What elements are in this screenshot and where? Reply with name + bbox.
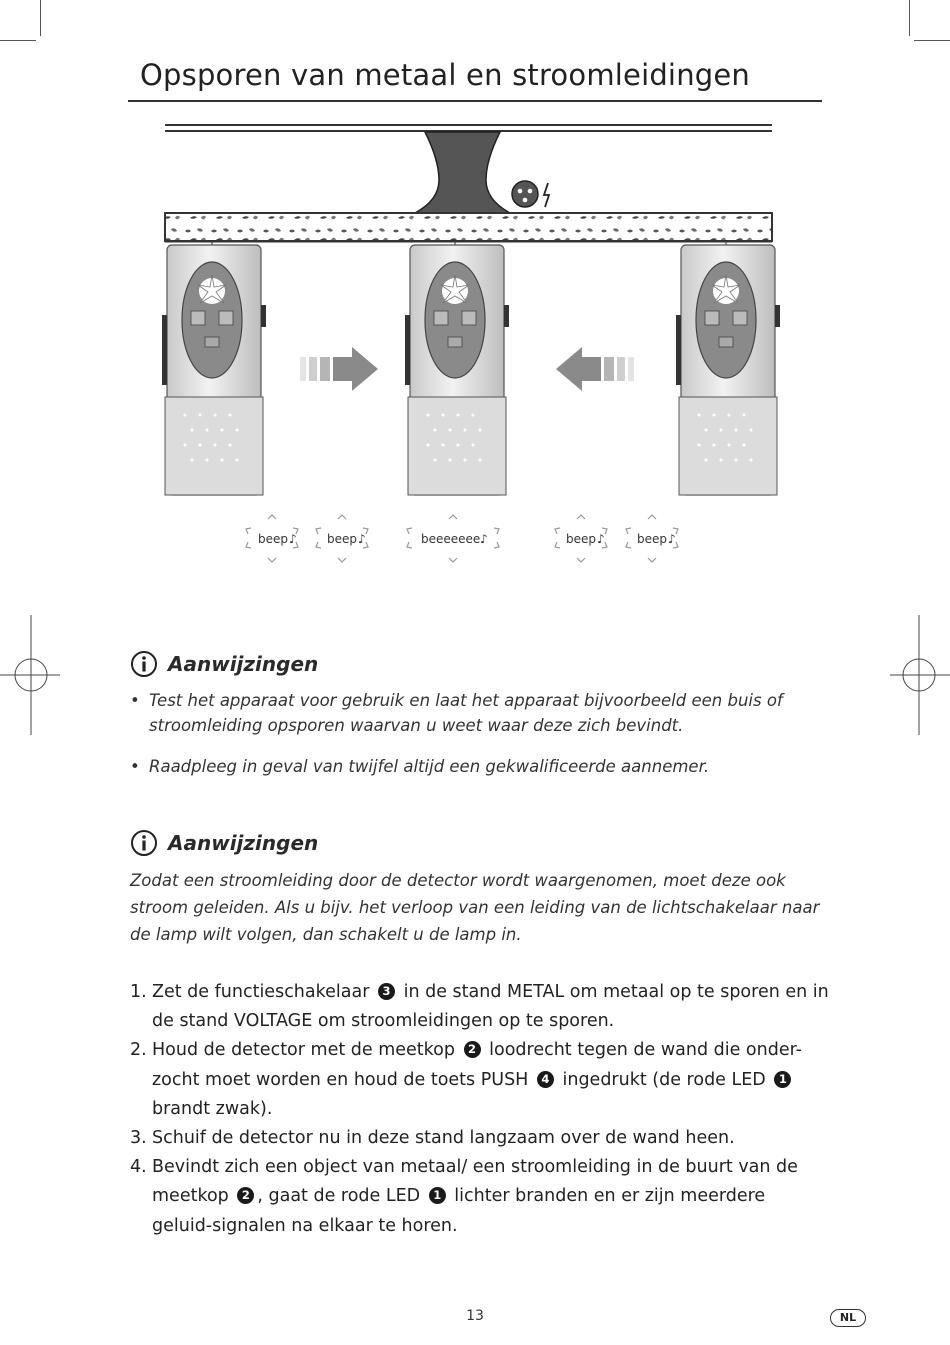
info-icon — [130, 829, 158, 857]
note-header — [130, 829, 820, 857]
beep-burst — [316, 515, 368, 562]
beep-text: beep — [258, 532, 288, 546]
svg-text:♪: ♪ — [668, 532, 676, 546]
beep-burst — [626, 515, 678, 562]
step-item — [130, 1124, 830, 1153]
step-text: Schuif de detector nu in deze stand langzaam over de wand heen. — [152, 1128, 735, 1149]
page-title: Opsporen van metaal en stroomleidingen — [140, 58, 751, 92]
beep-text: beep — [637, 532, 667, 546]
instruction-steps — [130, 978, 830, 1241]
svg-text:♪: ♪ — [480, 532, 488, 546]
registration-mark-right — [890, 615, 950, 735]
crop-mark-top-right — [914, 40, 950, 41]
step-item — [130, 978, 830, 1036]
step-number: 2. — [130, 1040, 147, 1061]
note-bullet: • Test het apparaat voor gebruik en laat het apparaat bijvoorbeeld een buis of stroomleiding opsporen waarvan u weet waar deze zich bevindt. — [130, 688, 810, 738]
power-socket-icon — [512, 181, 538, 207]
svg-text:♪: ♪ — [358, 532, 366, 546]
svg-text:♪: ♪ — [289, 532, 297, 546]
note-header — [130, 650, 810, 678]
beep-text: beep — [327, 532, 357, 546]
step-number: 1. — [130, 982, 147, 1002]
crop-mark-top-right — [909, 0, 910, 36]
info-icon — [130, 650, 158, 678]
step-item — [130, 1036, 830, 1124]
ref-number-badge: 1 — [774, 1071, 791, 1088]
ref-number-badge: 3 — [378, 983, 395, 1000]
detector-center — [405, 242, 509, 495]
svg-text:♪: ♪ — [597, 532, 605, 546]
wall-section — [165, 213, 772, 241]
beep-burst — [246, 515, 298, 562]
note-bullet: • Raadpleeg in geval van twijfel altijd een gekwalificeerde aannemer. — [130, 754, 810, 779]
note-title: Aanwijzingen — [168, 831, 319, 855]
beep-text: beeeeeee — [421, 532, 481, 546]
beep-text: beep — [566, 532, 596, 546]
step-number: 4. — [130, 1157, 147, 1178]
arrow-right-icon — [300, 347, 378, 391]
step-text: in de stand METAL om metaal op te sporen en in de stand VOLTAGE om stroomleidingen op te sporen. — [152, 982, 829, 1032]
registration-mark-left — [0, 615, 60, 735]
step-number: 3. — [130, 1128, 147, 1149]
ref-number-badge: 2 — [464, 1041, 481, 1058]
ref-number-badge: 1 — [429, 1187, 446, 1204]
arrow-left-icon — [556, 347, 634, 391]
note-title: Aanwijzingen — [168, 652, 319, 676]
ref-number-badge: 4 — [537, 1071, 554, 1088]
note-body: Zodat een stroomleiding door de detector wordt waargenomen, moet deze ook stroom geleiden. Als u bijv. het verloop van een leiding van de lichtschakelaar naar de lamp wilt volgen, dan schakelt u de lamp in. — [130, 871, 820, 944]
detector-illustration — [0, 115, 950, 585]
title-underline — [128, 100, 822, 102]
page-number: 13 — [466, 1308, 484, 1324]
step-text: loodrecht tegen de wand die onder-zocht moet worden en houd de toets PUSH — [152, 1040, 802, 1090]
detector-left — [162, 242, 266, 495]
step-item — [130, 1153, 830, 1241]
language-badge: NL — [830, 1309, 866, 1327]
ref-number-badge: 2 — [237, 1187, 254, 1204]
step-text: ingedrukt (de rode LED — [562, 1069, 766, 1090]
step-text: brandt zwak). — [152, 1098, 273, 1119]
beep-burst — [407, 515, 499, 562]
crop-mark-top-left — [0, 40, 36, 41]
metal-beam — [415, 132, 510, 213]
note-bullet-list — [130, 688, 810, 779]
step-text: Zet de functieschakelaar — [152, 982, 370, 1002]
step-text: lichter branden en er zijn meerdere geluid-signalen na elkaar te horen. — [152, 1186, 766, 1236]
voltage-bolt-icon — [544, 183, 549, 207]
step-text: Bevindt zich een object van metaal/ een stroomleiding in de buurt van de meetkop — [152, 1157, 798, 1207]
note-section-1 — [130, 650, 810, 795]
beep-burst — [555, 515, 607, 562]
detector-right — [676, 242, 780, 495]
crop-mark-top-left — [40, 0, 41, 36]
step-text: Houd de detector met de meetkop — [152, 1040, 455, 1061]
step-text: , gaat de rode LED — [257, 1186, 421, 1207]
note-section-2 — [130, 829, 820, 948]
